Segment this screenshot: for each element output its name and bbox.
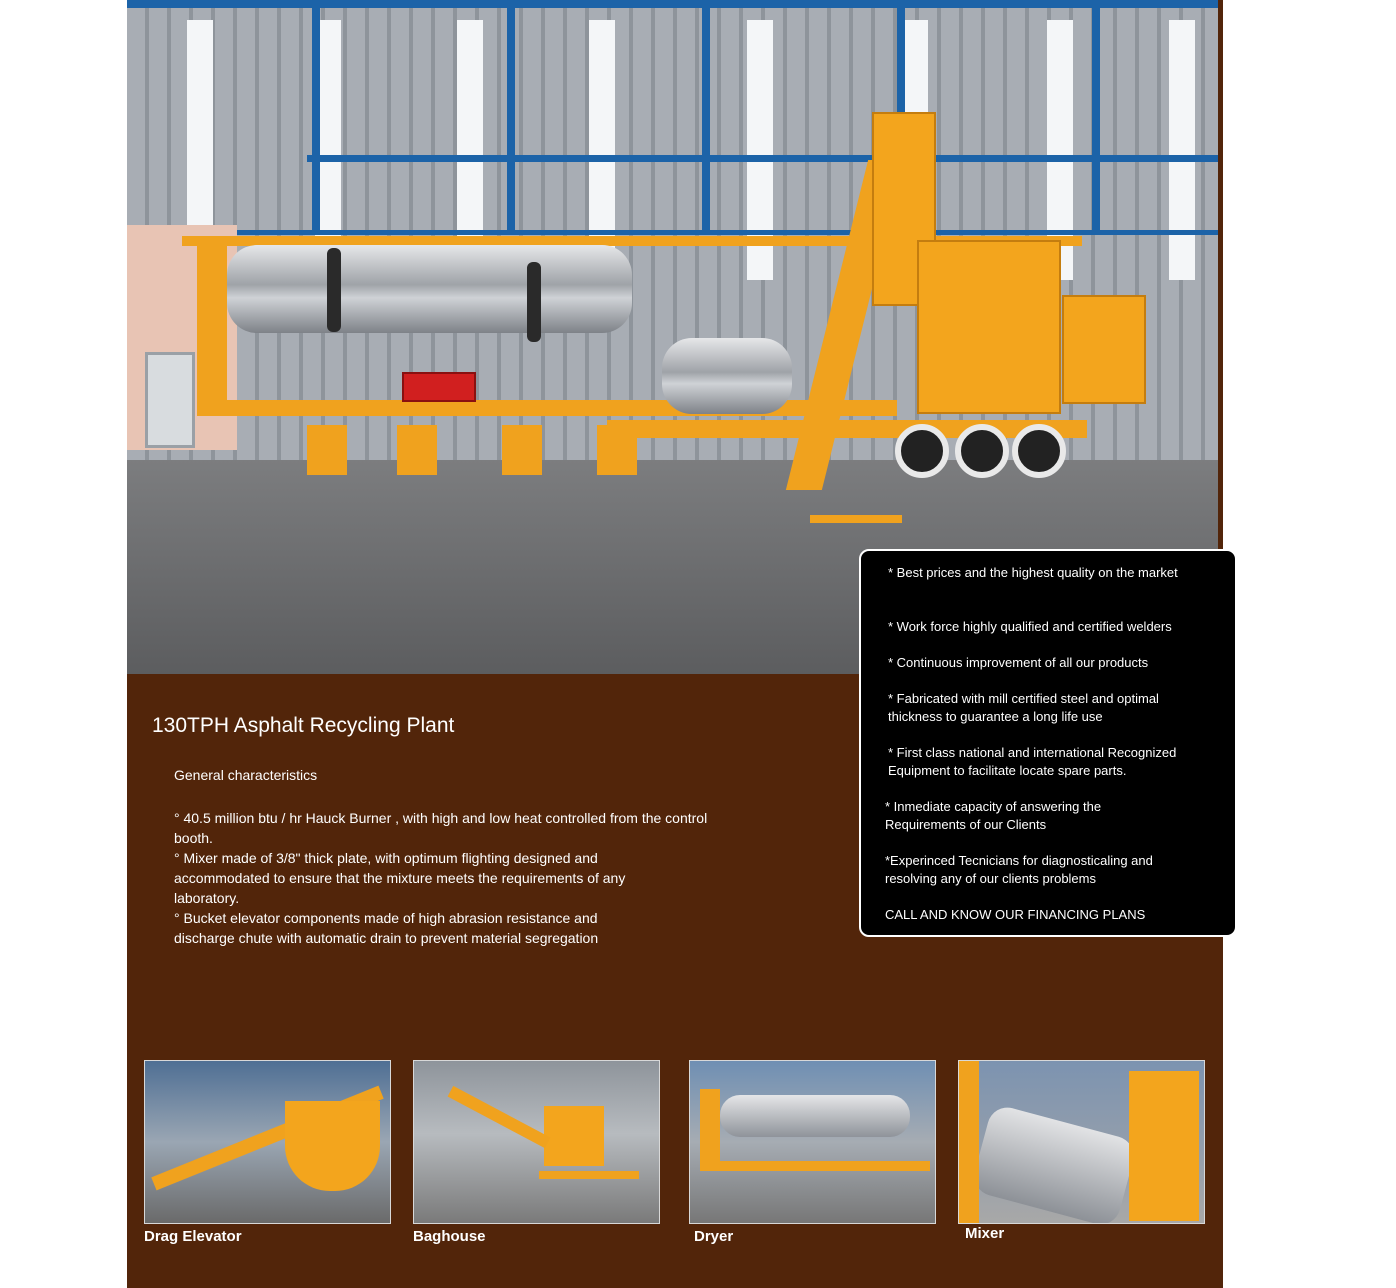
benefit-item: * Fabricated with mill certified steel and optimal thickness to guarantee a long life use [888, 691, 1159, 724]
gallery-thumb-drag-elevator[interactable] [144, 1060, 391, 1224]
gallery-label: Dryer [694, 1228, 734, 1245]
page-title: 130TPH Asphalt Recycling Plant [152, 714, 455, 737]
financing-callout: CALL AND KNOW OUR FINANCING PLANS [885, 907, 1146, 922]
benefit-item: *Experinced Tecnicians for diagnosticaling and resolving any of our clients problems [885, 853, 1153, 886]
benefits-box [859, 549, 1237, 937]
gallery-label: Drag Elevator [144, 1228, 242, 1245]
characteristics-heading: General characteristics [174, 767, 318, 783]
feature-item: ° Mixer made of 3/8" thick plate, with optimum flighting designed and accommodated to ensure that the mixture meets the requirements of any laboratory. [174, 850, 626, 906]
benefit-item: * Inmediate capacity of answering the Requirements of our Clients [885, 799, 1102, 832]
feature-item: ° 40.5 million btu / hr Hauck Burner , with high and low heat controlled from the control booth. [174, 810, 708, 846]
gallery-label: Mixer [965, 1225, 1005, 1242]
gallery-thumb-dryer[interactable] [689, 1060, 936, 1224]
gallery-label: Baghouse [413, 1228, 486, 1245]
feature-item: ° Bucket elevator components made of high abrasion resistance and discharge chute with automatic drain to prevent material segregation [174, 910, 599, 946]
benefit-item: * Best prices and the highest quality on the market [888, 565, 1178, 580]
gallery-thumb-baghouse[interactable] [413, 1060, 660, 1224]
benefit-item: * Work force highly qualified and certified welders [888, 619, 1172, 634]
benefit-item: * Continuous improvement of all our products [888, 655, 1149, 670]
gallery-thumb-mixer[interactable] [958, 1060, 1205, 1224]
benefit-item: * First class national and international Recognized Equipment to facilitate locate spare parts. [888, 745, 1177, 778]
feature-list [174, 808, 734, 948]
